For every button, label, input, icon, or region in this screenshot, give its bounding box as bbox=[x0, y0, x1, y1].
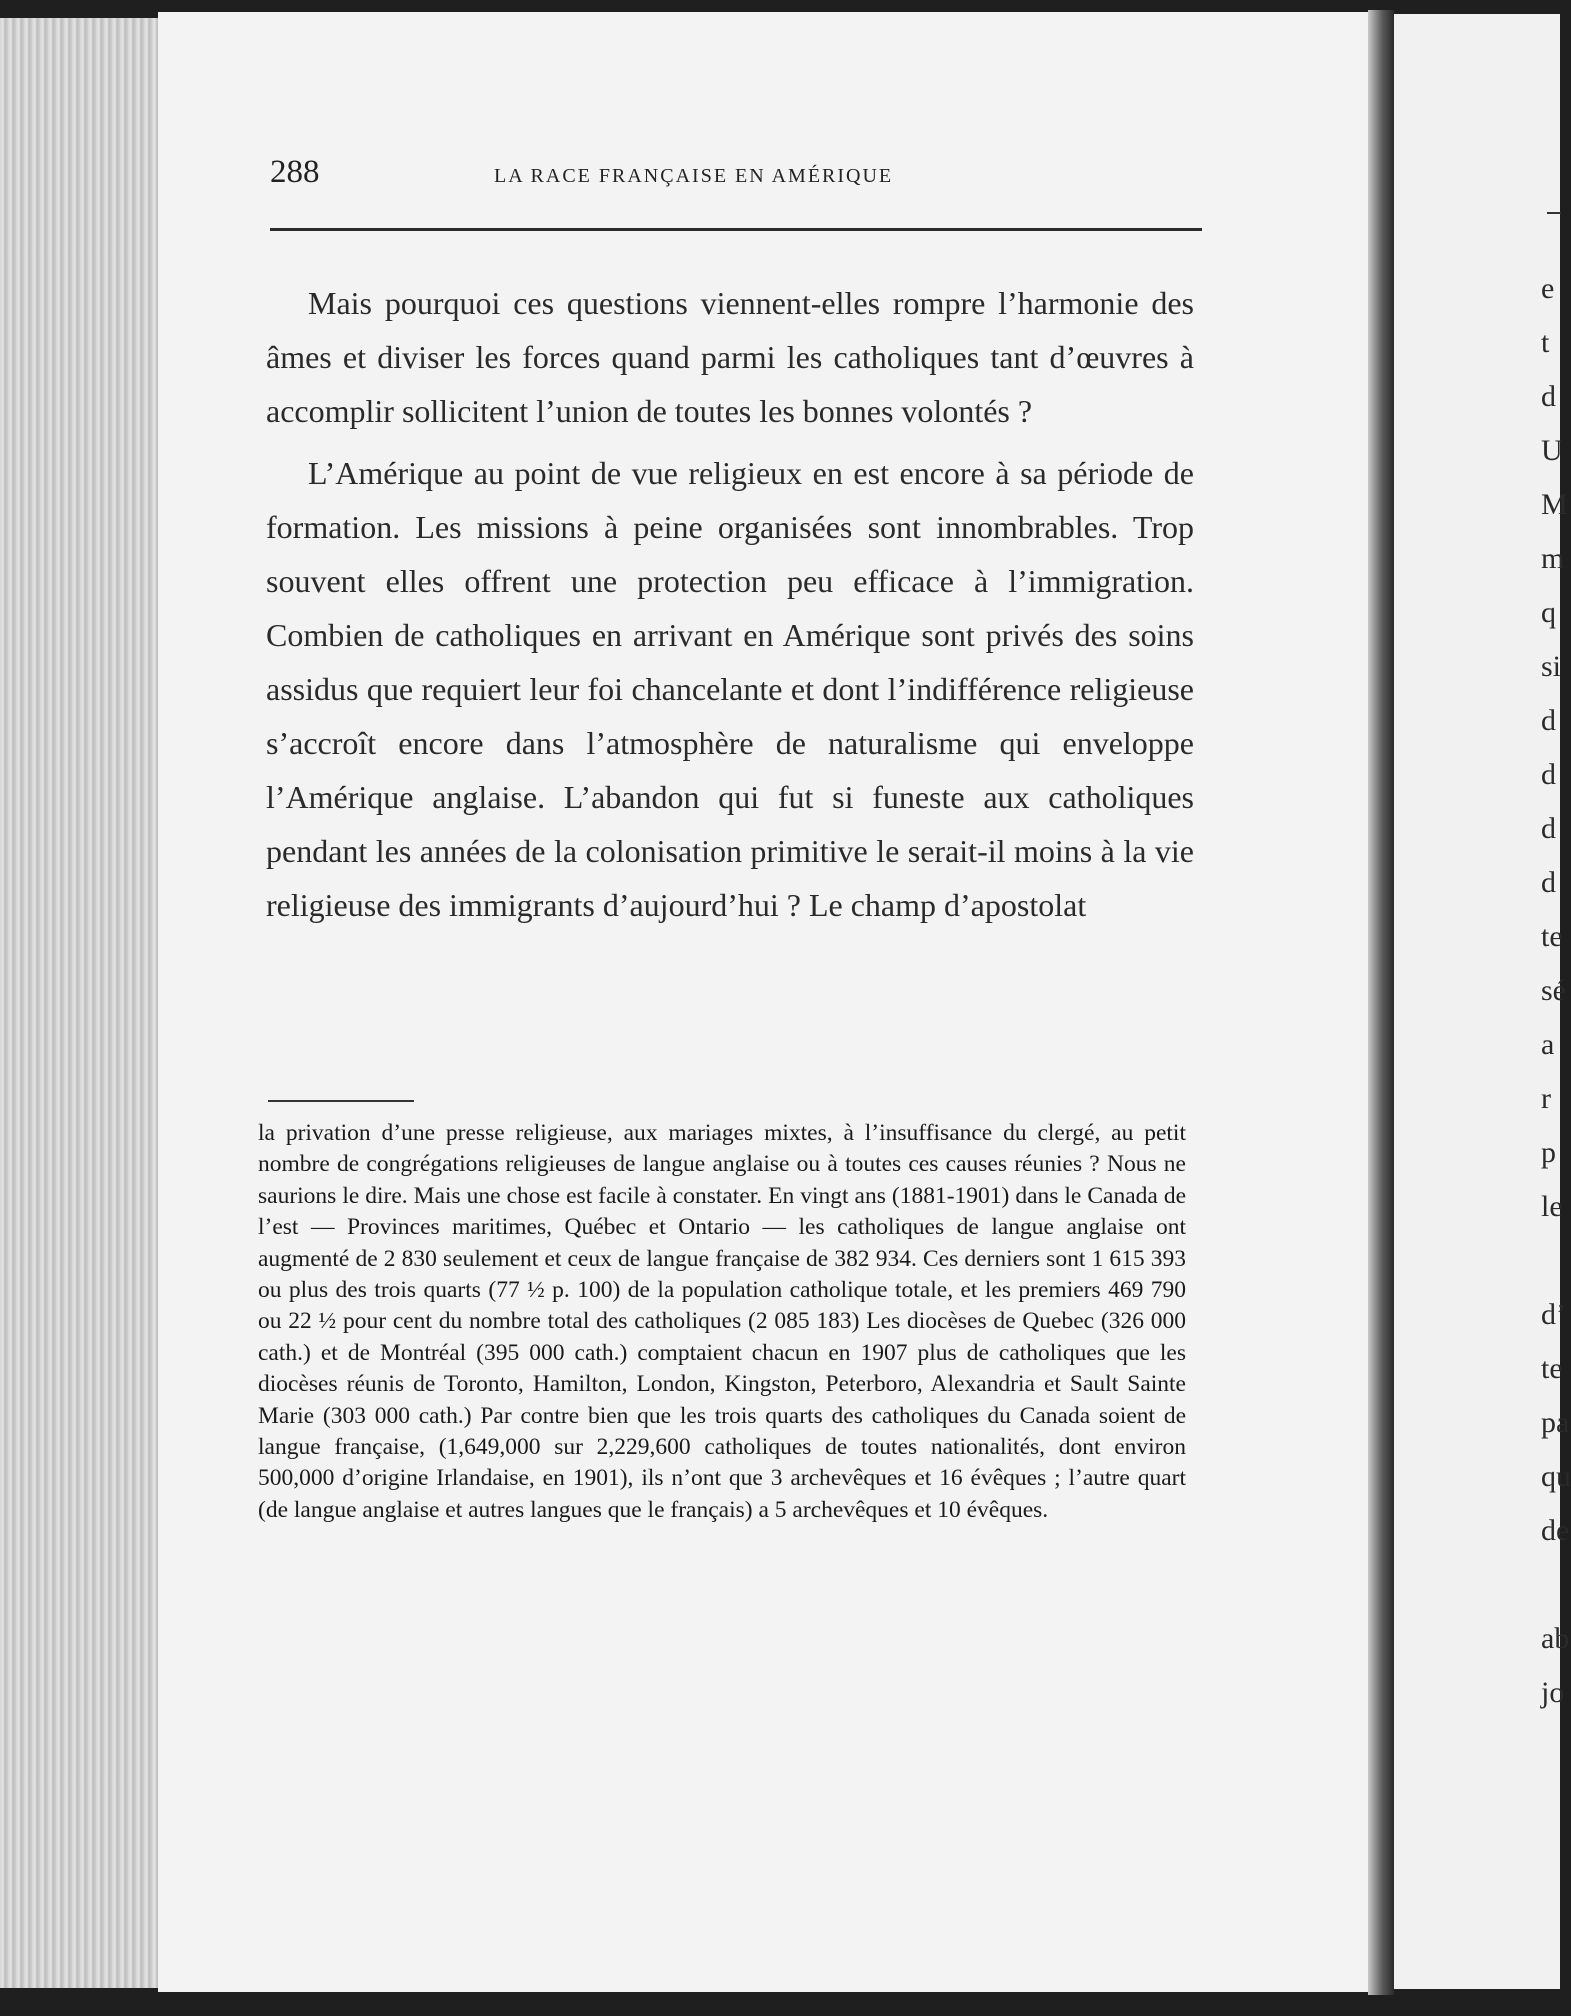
facing-page-fragment: le bbox=[1541, 1190, 1563, 1223]
facing-page-fragment: jo bbox=[1541, 1676, 1565, 1709]
facing-page-fragment: ab bbox=[1541, 1622, 1570, 1655]
facing-page-fragment: a bbox=[1541, 1028, 1555, 1061]
running-head bbox=[270, 150, 1200, 200]
body-text bbox=[266, 276, 1194, 940]
facing-page-fragment: te bbox=[1541, 1352, 1563, 1385]
facing-page-fragment: pa bbox=[1541, 1406, 1570, 1439]
facing-page-fragment: d bbox=[1541, 758, 1556, 791]
facing-page-fragment: t bbox=[1541, 326, 1550, 359]
facing-page-fragment: m bbox=[1541, 542, 1565, 575]
facing-page-fragment bbox=[1541, 1234, 1571, 1288]
facing-page-fragment bbox=[1541, 1558, 1571, 1612]
facing-page-fragment: d bbox=[1541, 704, 1556, 737]
facing-page-fragment: q bbox=[1541, 596, 1556, 629]
facing-page-fragment: de bbox=[1541, 1514, 1570, 1547]
page-number: 288 bbox=[270, 154, 320, 190]
facing-page-fragment: d bbox=[1541, 812, 1556, 845]
facing-page-fragment: si bbox=[1541, 650, 1562, 683]
facing-page-fragment: d’ bbox=[1541, 1298, 1566, 1331]
facing-page-fragment: d bbox=[1541, 380, 1556, 413]
footnote: la privation d’une presse religieuse, aux mariages mixtes, à l’insuffisance du clergé, au petit nombre de congrégations religieuses de langue anglaise ou à toutes ces causes réunies ? Nous ne saurions le dire. Mais une chose est facile à constater. En vingt ans (1881-1901) dans le Canada de l’est — Provinces maritimes, Québec et Ontario — les catholiques de langue anglaise ont augmenté de 2 830 seulement et ceux de langue française de 382 934. Ces derniers sont 1 615 393 ou plus des trois quarts (77 ½ p. 100) de la population catholique totale, et les premiers 469 790 ou 22 ½ pour cent du nombre total des catholiques (2 085 183) Les diocèses de Quebec (326 000 cath.) et de Montréal (395 000 cath.) comptaient chacun en 1907 plus de catholiques que les diocèses réunis de Toronto, Hamilton, London, Kingston, Peterboro, Alexandria et Sault Sainte Marie (303 000 cath.) Par contre bien que les trois quarts des catholiques du Canada soient de langue française, (1,649,000 sur 2,229,600 catholiques de toutes nationalités, dont environ 500,000 d’origine Irlandaise, en 1901), ils n’ont que 3 archevêques et 16 évêques ; l’autre quart (de langue anglaise et autres langues que le français) a 5 archevêques et 10 évêques. bbox=[258, 1120, 1186, 1523]
facing-page-fragment: M bbox=[1541, 488, 1568, 521]
facing-page-fragment: p bbox=[1541, 1136, 1556, 1169]
book-gutter bbox=[1368, 10, 1394, 1995]
facing-page-fragment: d bbox=[1541, 866, 1556, 899]
facing-page-fragment: te bbox=[1541, 920, 1563, 953]
page-edges bbox=[0, 18, 170, 1988]
facing-page-text bbox=[1541, 262, 1571, 1720]
footnote-rule bbox=[268, 1100, 414, 1102]
paragraph: L’Amérique au point de vue religieux en est encore à sa période de formation. Les missions à peine organisées sont innombrables. Trop souvent elles offrent une protection peu efficace à l’immigration. Combien de catholiques en arrivant en Amérique sont privés des soins assidus que requiert leur foi chancelante et dont l’indifférence religieuse s’accroît encore dans l’atmosphère de naturalisme qui enveloppe l’Amérique anglaise. L’abandon qui fut si funeste aux catholiques pendant les années de la colonisation primitive le serait-il moins à la vie religieuse des immigrants d’aujourd’hui ? Le champ d’apostolat bbox=[266, 455, 1194, 923]
facing-page-fragment: r bbox=[1541, 1082, 1551, 1115]
header-rule bbox=[270, 228, 1202, 231]
facing-page-rule bbox=[1547, 212, 1561, 214]
facing-page-fragment: U bbox=[1541, 434, 1563, 467]
running-title: LA RACE FRANÇAISE EN AMÉRIQUE bbox=[494, 165, 894, 187]
facing-page-fragment: sé bbox=[1541, 974, 1566, 1007]
facing-page bbox=[1394, 14, 1560, 1989]
facing-page-fragment: qu bbox=[1541, 1460, 1571, 1493]
paragraph: Mais pourquoi ces questions viennent-elles rompre l’harmonie des âmes et diviser les forces quand parmi les catholiques tant d’œuvres à accomplir sollicitent l’union de toutes les bonnes volontés ? bbox=[266, 285, 1194, 429]
facing-page-fragment: e bbox=[1541, 272, 1555, 305]
